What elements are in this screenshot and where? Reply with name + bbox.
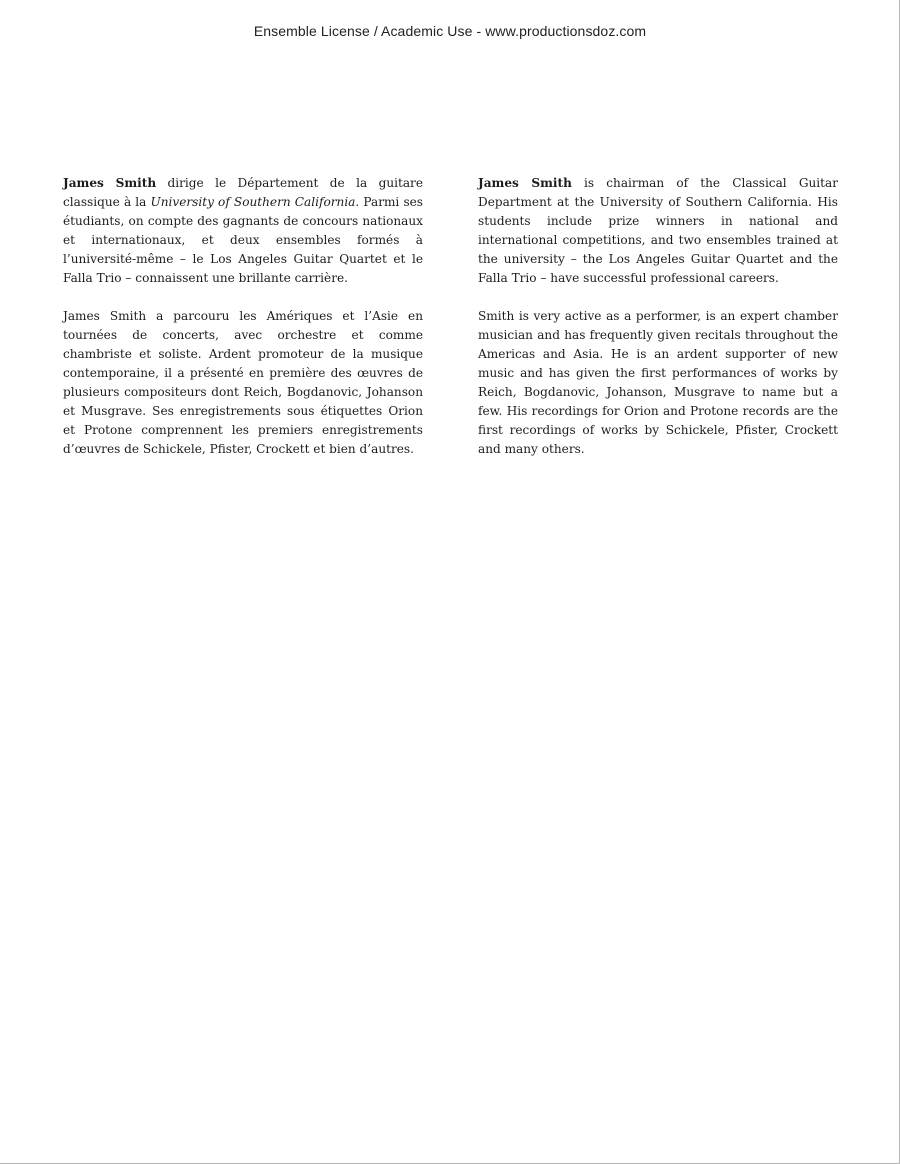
french-paragraph-1	[63, 174, 423, 288]
french-biography	[63, 174, 423, 478]
english-paragraph-1	[478, 174, 838, 288]
english-paragraph-2: Smith is very active as a performer, is an expert chamber musician and has frequently given recitals throughout the Americas and Asia. He is an ardent supporter of new music and has given the first performances of works by Reich, Bogdanovic, Johanson, Musgrave to name but a few. His recordings for Orion and Protone records are the first recordings of works by Schickele, Pfister, Crockett and many others.	[478, 309, 838, 456]
french-paragraph-2: James Smith a parcouru les Amériques et l’Asie en tournées de concerts, avec orchestre et comme chambriste et soliste. Ardent promoteur de la musique contemporaine, il a présenté en première des œuvres de plusieurs compositeurs dont Reich, Bogdanovic, Johanson et Musgrave. Ses enregistrements sous étiquettes Orion et Protone comprennent les premiers enregistrements d’œuvres de Schickele, Pfister, Crockett et bien d’autres.	[63, 309, 423, 456]
english-name: James Smith	[478, 176, 572, 190]
french-p1-text-b: . Parmi ses étudiants, on compte des gagnants de concours nationaux et internationaux, et deux ensembles formés à l’université-même – le Los Angeles Guitar Quartet et le Falla Trio – connaissent une brillante carrière.	[63, 195, 424, 285]
english-biography	[478, 174, 838, 478]
english-p1-text: is chairman of the Classical Guitar Department at the University of Southern California. His students include prize winners in national and international competitions, and two ensembles trained at the university – the Los Angeles Guitar Quartet and the Falla Trio – have successful professional careers.	[478, 176, 838, 285]
french-university-name: University of Southern California	[150, 195, 356, 209]
french-p1-text-a: dirige le Département de la guitare classique à la	[63, 176, 423, 209]
french-name: James Smith	[63, 176, 157, 190]
page-header: Ensemble License / Academic Use - www.productionsdoz.com	[253, 23, 647, 39]
